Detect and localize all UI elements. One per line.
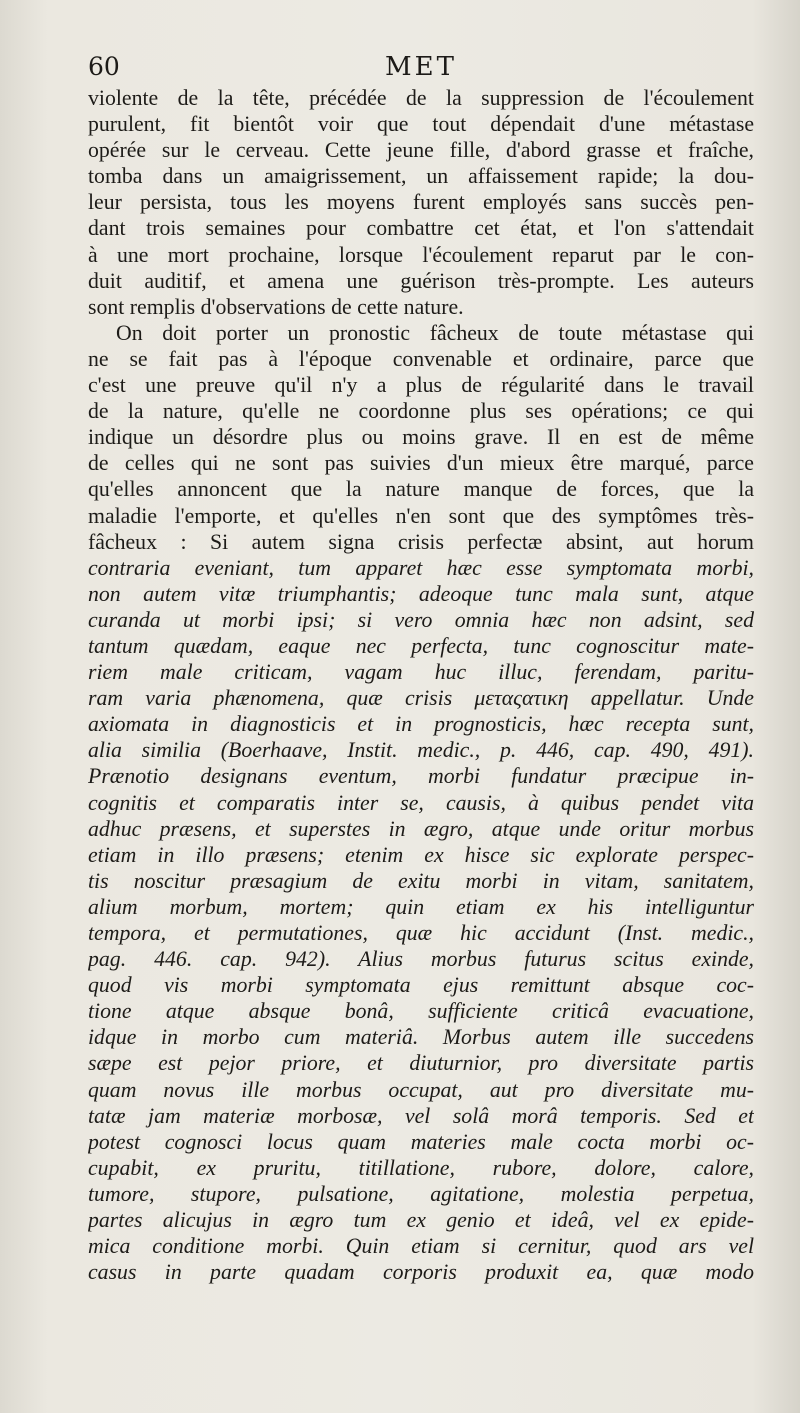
text-line: tantum quædam, eaque nec perfecta, tunc cognoscitur mate- bbox=[88, 633, 754, 658]
text-line: mica conditione morbi. Quin etiam si cernitur, quod ars vel bbox=[88, 1234, 754, 1259]
text-line: riem male criticam, vagam huc illuc, ferendam, paritu- bbox=[88, 660, 754, 685]
text-line: cupabit, ex pruritu, titillatione, rubore, dolore, calore, bbox=[88, 1155, 754, 1180]
text-line: adhuc præsens, et superstes in ægro, atque unde oritur morbus bbox=[88, 816, 754, 841]
text-line: leur persista, tous les moyens furent employés sans succès pen- bbox=[88, 190, 754, 215]
text-line: tumore, stupore, pulsatione, agitatione, molestia perpetua, bbox=[88, 1181, 754, 1206]
text-line: violente de la tête, précédée de la suppression de l'écoulement bbox=[88, 86, 754, 110]
text-line: partes alicujus in ægro tum ex genio et ideâ, vel ex epide- bbox=[88, 1208, 754, 1233]
text-line: qu'elles annoncent que la nature manque de forces, que la bbox=[88, 477, 754, 502]
text-line: de la nature, qu'elle ne coordonne plus ses opérations; ce qui bbox=[88, 399, 754, 424]
body-text bbox=[88, 85, 754, 1285]
text-line: axiomata in diagnosticis et in prognosticis, hæc recepta sunt, bbox=[88, 712, 754, 737]
text-line: c'est une preuve qu'il n'y a plus de régularité dans le travail bbox=[88, 373, 754, 398]
running-head: MET bbox=[385, 52, 457, 82]
text-line: duit auditif, et amena une guérison très-prompte. Les auteurs bbox=[88, 268, 754, 293]
text-line: tione atque absque bonâ, sufficiente criticâ evacuatione, bbox=[88, 999, 754, 1024]
text-line: fâcheux : Si autem signa crisis perfectæ absint, aut horum bbox=[88, 529, 754, 554]
text-line: dant trois semaines pour combattre cet état, et l'on s'attendait bbox=[88, 216, 754, 241]
text-line: contraria eveniant, tum apparet hæc esse symptomata morbi, bbox=[88, 555, 754, 580]
text-line: tomba dans un amaigrissement, un affaissement rapide; la dou- bbox=[88, 164, 754, 189]
text-line: potest cognosci locus quam materies male cocta morbi oc- bbox=[88, 1129, 754, 1154]
text-line: tatæ jam materiæ morbosæ, vel solâ morâ temporis. Sed et bbox=[88, 1103, 754, 1128]
text-line: On doit porter un pronostic fâcheux de toute métastase qui bbox=[116, 320, 754, 345]
text-line: quod vis morbi symptomata ejus remittunt absque coc- bbox=[88, 973, 754, 998]
page-number: 60 bbox=[88, 52, 120, 81]
text-line: curanda ut morbi ipsi; si vero omnia hæc non adsint, sed bbox=[88, 607, 754, 632]
page-header bbox=[88, 52, 754, 86]
text-line: ram varia phænomena, quæ crisis μεταςατικη appellatur. Unde bbox=[88, 686, 754, 711]
text-line: ne se fait pas à l'époque convenable et ordinaire, parce que bbox=[88, 346, 754, 371]
text-line: indique un désordre plus ou moins grave. Il en est de même bbox=[88, 425, 754, 450]
text-line: pag. 446. cap. 942). Alius morbus futurus scitus exinde, bbox=[88, 947, 754, 972]
text-line: alium morbum, mortem; quin etiam ex his intelliguntur bbox=[88, 894, 754, 919]
text-line: casus in parte quadam corporis produxit ea, quæ modo bbox=[88, 1260, 754, 1285]
text-line: idque in morbo cum materiâ. Morbus autem ille succedens bbox=[88, 1025, 754, 1050]
text-line: quam novus ille morbus occupat, aut pro diversitate mu- bbox=[88, 1077, 754, 1102]
text-line: non autem vitæ triumphantis; adeoque tunc mala sunt, atque bbox=[88, 581, 754, 606]
text-line: opérée sur le cerveau. Cette jeune fille, d'abord grasse et fraîche, bbox=[88, 138, 754, 163]
text-line: maladie l'emporte, et qu'elles n'en sont que des symptômes très- bbox=[88, 503, 754, 528]
text-line: sæpe est pejor priore, et diuturnior, pro diversitate partis bbox=[88, 1051, 754, 1076]
text-line: Prænotio designans eventum, morbi fundatur præcipue in- bbox=[88, 764, 754, 789]
text-line: purulent, fit bientôt voir que tout dépendait d'une métastase bbox=[88, 112, 754, 137]
text-line: cognitis et comparatis inter se, causis, à quibus pendet vita bbox=[88, 790, 754, 815]
text-line: de celles qui ne sont pas suivies d'un mieux être marqué, parce bbox=[88, 451, 754, 476]
text-line: à une mort prochaine, lorsque l'écoulement reparut par le con- bbox=[88, 242, 754, 267]
text-line: tempora, et permutationes, quæ hic accidunt (Inst. medic., bbox=[88, 921, 754, 945]
text-line: sont remplis d'observations de cette nature. bbox=[88, 294, 464, 319]
text-line: etiam in illo præsens; etenim ex hisce sic explorate perspec- bbox=[88, 842, 754, 867]
text-line: alia similia (Boerhaave, Instit. medic., p. 446, cap. 490, 491). bbox=[88, 738, 754, 763]
text-line: tis noscitur præsagium de exitu morbi in vitam, sanitatem, bbox=[88, 868, 754, 893]
